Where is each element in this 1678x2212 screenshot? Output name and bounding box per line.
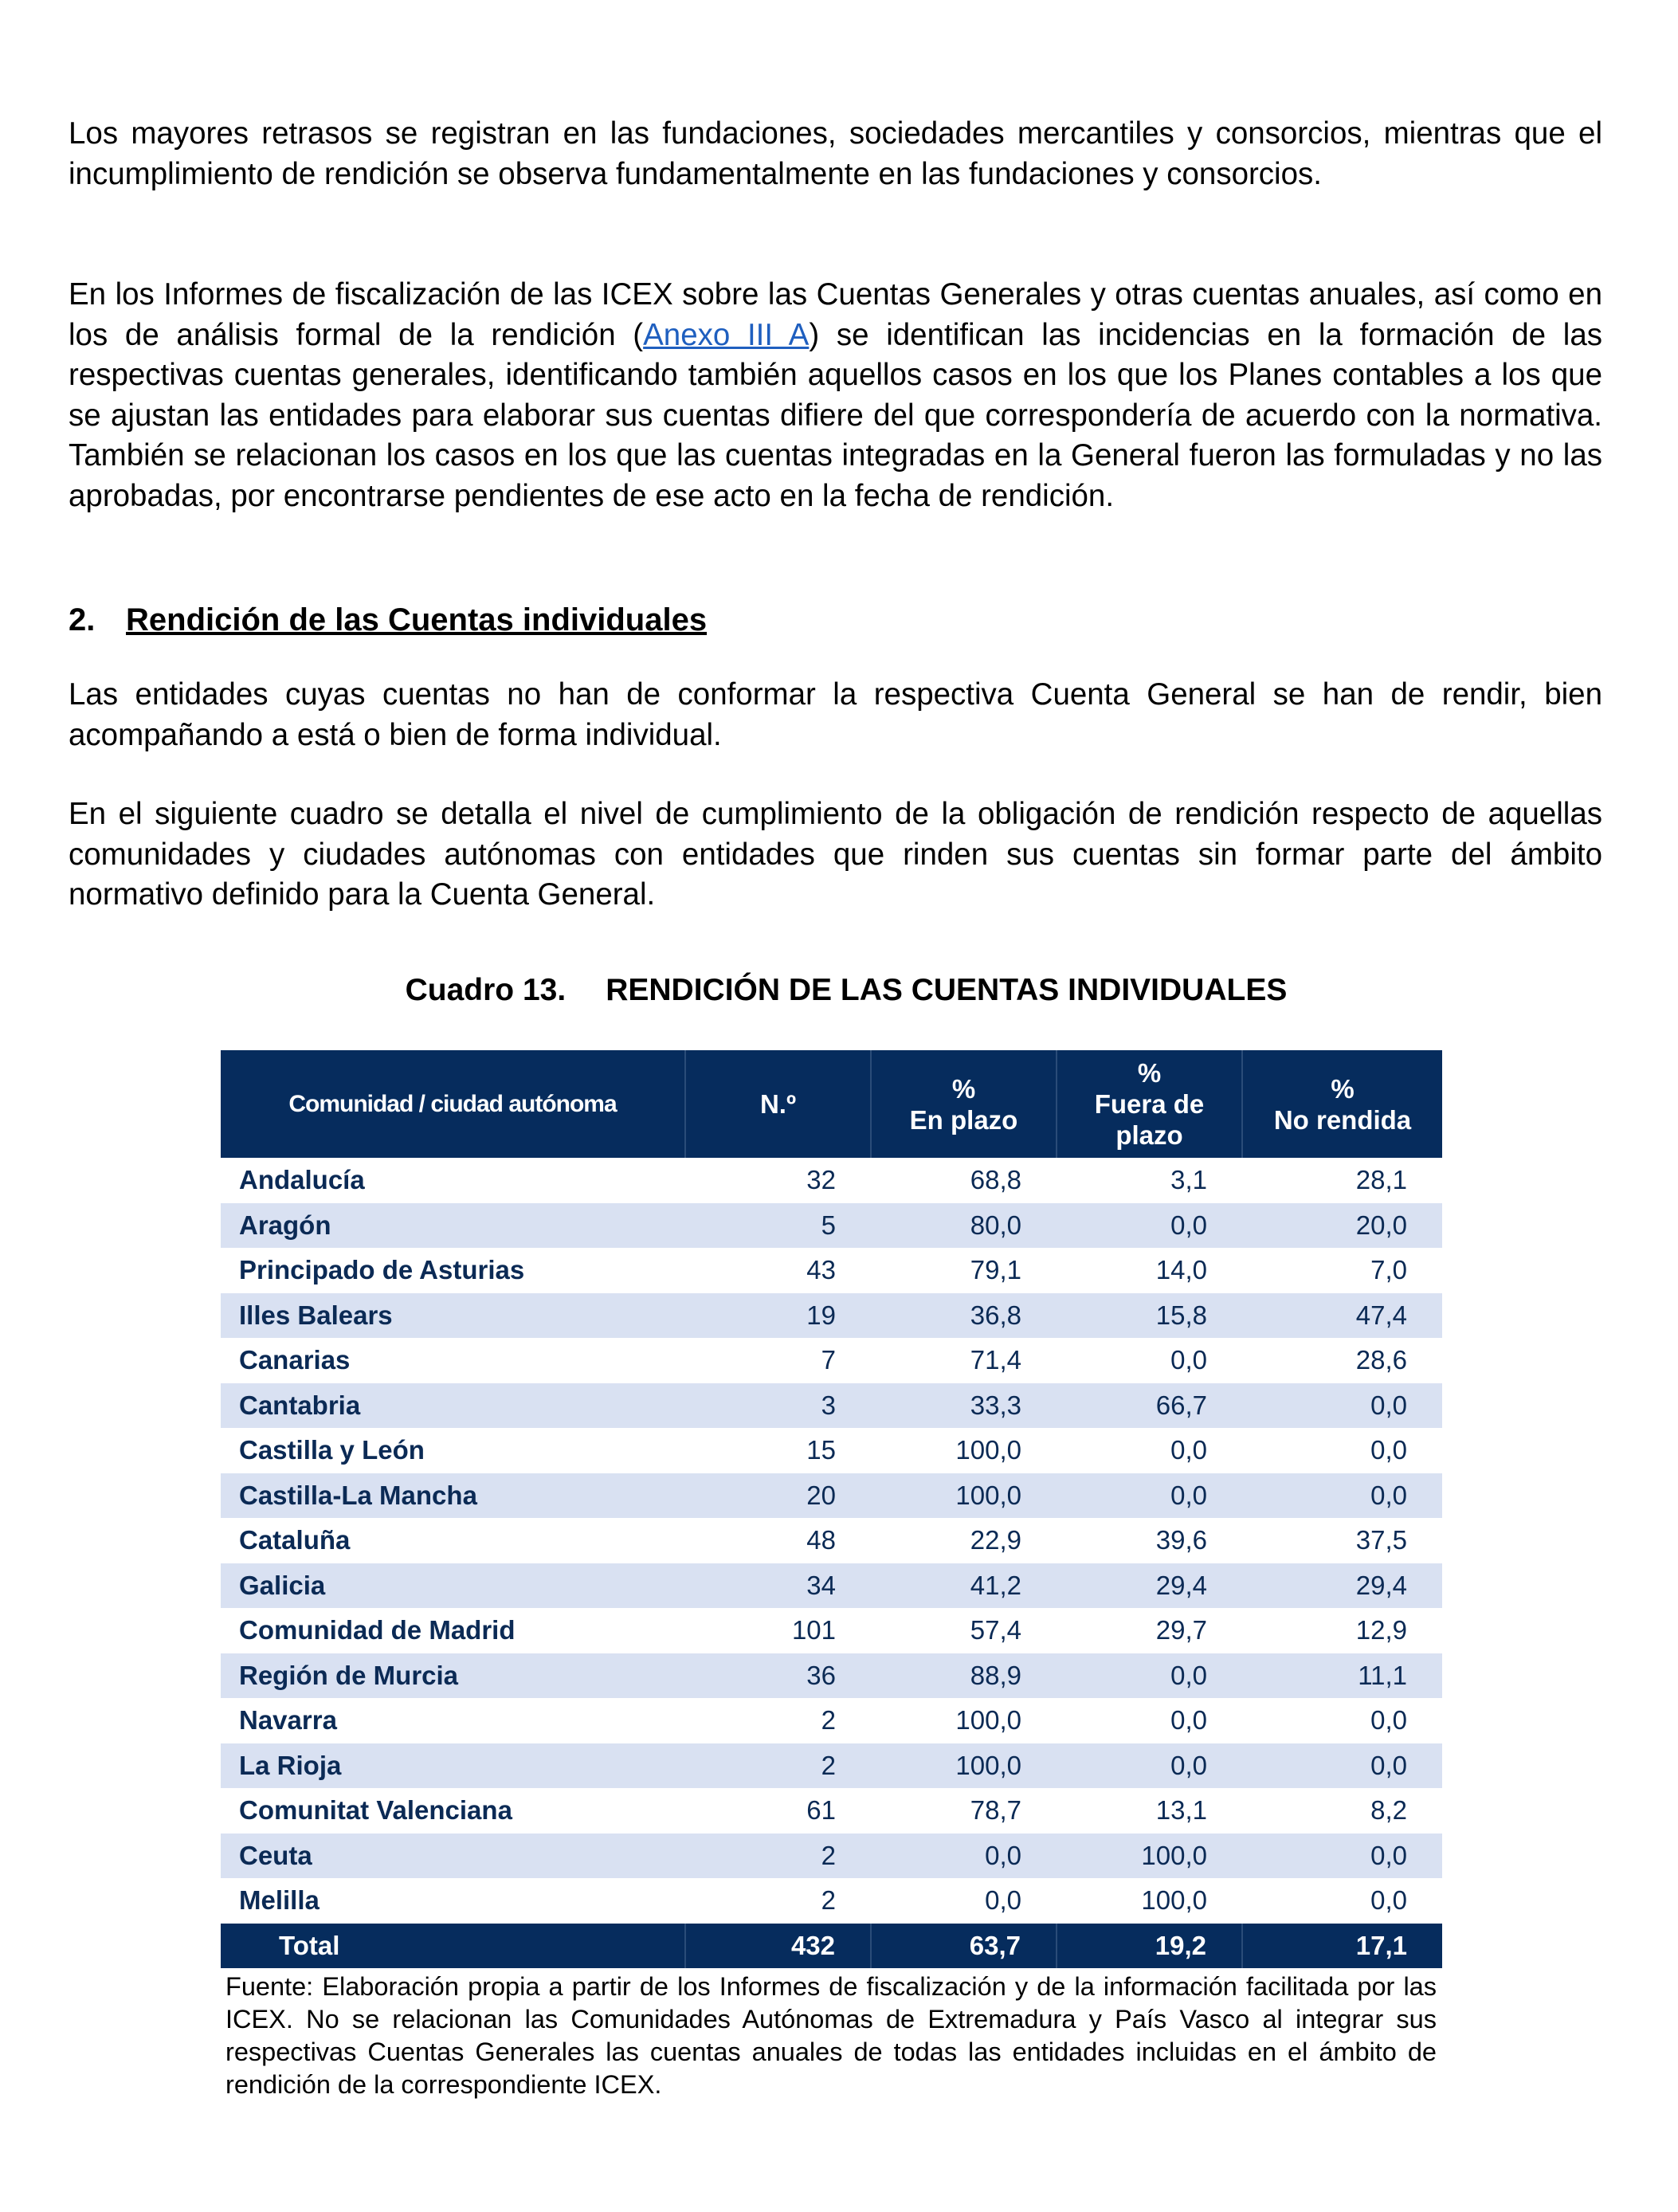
table-cell: 0,0 [985,1885,1021,1916]
table-cell: 0,0 [1370,1885,1407,1916]
table-caption [0,971,1678,1010]
region-name: Cantabria [221,1383,685,1429]
table-row [221,1248,1442,1293]
table-cell: 100,0 [955,1435,1021,1465]
region-name: Canarias [239,1345,351,1375]
table-cell: 7,0 [1370,1255,1407,1285]
table-cell: 79,1 [970,1255,1021,1285]
column-header: N.º [685,1050,871,1158]
table-cell: 0,0 [1242,1473,1442,1519]
table-cell: 20,0 [1242,1203,1442,1249]
table-cell: 2 [685,1834,871,1879]
caption-label: Cuadro 13. [405,973,567,1007]
table-cell: 0,0 [871,1834,1057,1879]
table-total-row [221,1924,1442,1969]
table-cell: 3,1 [1170,1165,1207,1195]
table-cell: 0,0 [1057,1203,1242,1249]
table-row [221,1834,1442,1879]
table-cell: 5 [685,1203,871,1249]
region-name: Total [221,1924,685,1969]
column-header: % Fuera de plazo [1057,1050,1242,1158]
column-header: % No rendida [1242,1050,1442,1158]
table-source-note: Fuente: Elaboración propia a partir de los Informes de fiscalización y de la información facilitada por las ICEX. No se relacionan las Comunidades Autónomas de Extremadura y País Vasco al integrar sus respectivas Cuentas Generales las cuentas anuales de todas las entidades incluidas en el ámbito de rendición de la correspondiente ICEX. [225,1972,1437,2099]
table-cell: 57,4 [970,1615,1021,1645]
region-name: Cataluña [239,1525,351,1555]
table-cell: 0,0 [1057,1743,1242,1789]
table-cell: 66,7 [1057,1383,1242,1429]
table-cell: 7 [821,1345,836,1375]
paragraph-text: En los Informes de fiscalización de las ICEX sobre las Cuentas Generales y otras cuentas anuales, así como en los de análisis formal de la rendición ( [69,277,1602,352]
table-cell: 36 [685,1653,871,1699]
table-cell: 0,0 [1242,1834,1442,1879]
region-name: Illes Balears [221,1293,685,1339]
table-row [221,1383,1442,1429]
paragraph-icex-reports [69,275,1602,516]
table-cell: 41,2 [871,1563,1057,1609]
table-cell: 68,8 [970,1165,1021,1195]
region-name: Castilla y León [239,1435,425,1465]
table-cell: 15 [806,1435,836,1465]
section-heading [69,600,707,640]
table-cell: 0,0 [1057,1473,1242,1519]
table-cell: 88,9 [871,1653,1057,1699]
table-cell: 28,6 [1355,1345,1407,1375]
table-cell: 8,2 [1370,1795,1407,1826]
table-row [221,1158,1442,1203]
table-cell: 19,2 [1057,1924,1242,1969]
rendition-table [221,1050,1442,1968]
table-cell: 15,8 [1057,1293,1242,1339]
table-cell: 29,4 [1057,1563,1242,1609]
table-row [221,1338,1442,1383]
region-name: Andalucía [239,1165,365,1195]
table-cell: 101 [791,1615,836,1645]
table-cell: 22,9 [970,1525,1021,1555]
table-cell: 71,4 [970,1345,1021,1375]
table-cell: 17,1 [1242,1924,1442,1969]
region-name: Navarra [239,1705,337,1735]
table-cell: 19 [685,1293,871,1339]
table-cell: 61 [806,1795,836,1826]
table-cell: 34 [685,1563,871,1609]
table-cell: 0,0 [1170,1705,1207,1735]
table-cell: 100,0 [1141,1885,1207,1916]
table-cell: 100,0 [1057,1834,1242,1879]
table-cell: 29,4 [1242,1563,1442,1609]
table-cell: 100,0 [955,1705,1021,1735]
table-cell: 2 [821,1885,836,1916]
table-cell: 3 [685,1383,871,1429]
table-cell: 37,5 [1355,1525,1407,1555]
region-name: La Rioja [221,1743,685,1789]
table-cell: 32 [806,1165,836,1195]
table-header-row [221,1050,1442,1158]
table-cell: 29,7 [1155,1615,1207,1645]
region-name: Comunitat Valenciana [239,1795,512,1826]
table-cell: 48 [806,1525,836,1555]
region-name: Galicia [221,1563,685,1609]
region-name: Melilla [239,1885,320,1916]
paragraph-delays: Los mayores retrasos se registran en las fundaciones, sociedades mercantiles y consorcios, mientras que el incumplimiento de rendición se observa fundamentalmente en las fundaciones y consorcios. [69,116,1602,191]
annex-link[interactable]: Anexo III A [643,317,810,352]
region-name: Comunidad de Madrid [239,1615,516,1645]
column-header: Comunidad / ciudad autónoma [221,1050,685,1158]
paragraph-text: ) se identifican las incidencias en la formación de las respectivas cuentas generales, identificando también aquellos casos en los que los Planes contables a los que se ajustan las entidades para elaborar sus cuentas difiere del que correspondería de acuerdo con la normativa. También se relacionan los casos en los que las cuentas integradas en la General fueron las formuladas y no las aprobadas, por encontrarse pendientes de ese acto en la fecha de rendición. [69,317,1602,513]
table-cell: 39,6 [1155,1525,1207,1555]
caption-title: RENDICIÓN DE LAS CUENTAS INDIVIDUALES [606,973,1288,1007]
region-name: Región de Murcia [221,1653,685,1699]
table-row [221,1518,1442,1563]
table-row [221,1653,1442,1699]
table-cell: 0,0 [1370,1435,1407,1465]
section-number: 2. [69,602,96,637]
table-cell: 20 [685,1473,871,1519]
table-cell: 43 [806,1255,836,1285]
table-row [221,1563,1442,1609]
table-row [221,1428,1442,1473]
table-row [221,1878,1442,1924]
table-cell: 33,3 [871,1383,1057,1429]
table-cell: 2 [685,1743,871,1789]
table-row [221,1788,1442,1834]
table-cell: 47,4 [1242,1293,1442,1339]
table-cell: 2 [821,1705,836,1735]
table-cell: 0,0 [1370,1705,1407,1735]
table-cell: 12,9 [1355,1615,1407,1645]
table-cell: 0,0 [1057,1653,1242,1699]
table-row [221,1743,1442,1789]
table-cell: 0,0 [1242,1383,1442,1429]
region-name: Castilla-La Mancha [221,1473,685,1519]
region-name: Principado de Asturias [239,1255,525,1285]
table-cell: 80,0 [871,1203,1057,1249]
table-row [221,1608,1442,1653]
section-title: Rendición de las Cuentas individuales [126,602,708,637]
table-cell: 36,8 [871,1293,1057,1339]
table-cell: 432 [685,1924,871,1969]
table-cell: 0,0 [1170,1345,1207,1375]
table-cell: 13,1 [1155,1795,1207,1826]
table-row [221,1293,1442,1339]
paragraph-table-intro: En el siguiente cuadro se detalla el nivel de cumplimiento de la obligación de rendición respecto de aquellas comunidades y ciudades autónomas con entidades que rinden sus cuentas sin formar parte del ámbito normativo definido para la Cuenta General. [69,797,1602,912]
region-name: Aragón [221,1203,685,1249]
column-header: % En plazo [871,1050,1057,1158]
table-cell: 100,0 [871,1743,1057,1789]
table-cell: 63,7 [871,1924,1057,1969]
table-row [221,1473,1442,1519]
table-cell: 11,1 [1242,1653,1442,1699]
table-cell: 28,1 [1355,1165,1407,1195]
table-row [221,1698,1442,1743]
table-cell: 0,0 [1170,1435,1207,1465]
table-cell: 78,7 [970,1795,1021,1826]
table-cell: 14,0 [1155,1255,1207,1285]
table-cell: 0,0 [1242,1743,1442,1789]
region-name: Ceuta [221,1834,685,1879]
paragraph-individual-entities: Las entidades cuyas cuentas no han de conformar la respectiva Cuenta General se han de rendir, bien acompañando a está o bien de forma individual. [69,677,1602,752]
table-cell: 100,0 [871,1473,1057,1519]
table-row [221,1203,1442,1249]
